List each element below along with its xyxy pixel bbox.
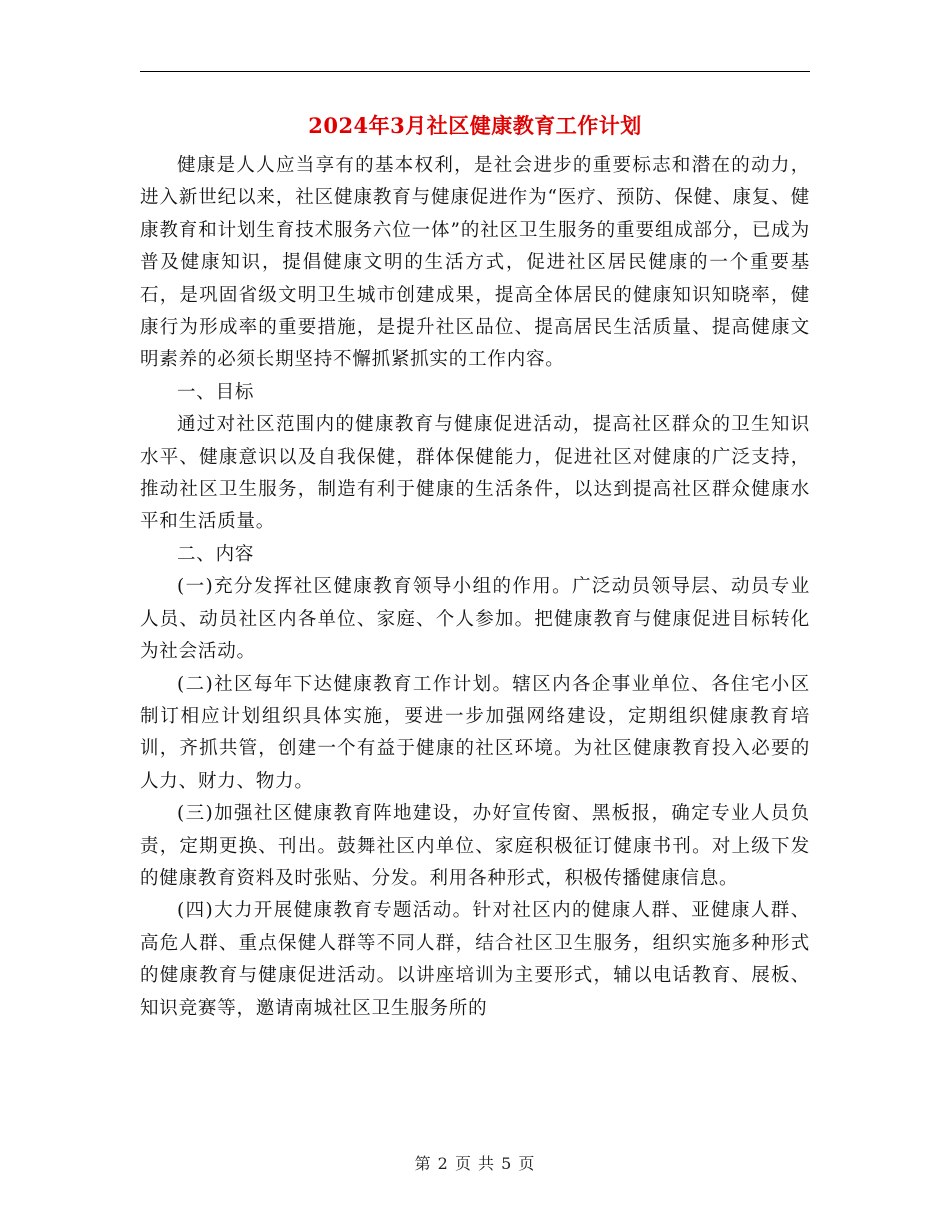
content-item-2: (二)社区每年下达健康教育工作计划。辖区内各企事业单位、各住宅小区制订相应计划组织具体实施，要进一步加强网络建设，定期组织健康教育培训，齐抓共管，创建一个有益于健康的社区环境。为社区健康教育投入必要的人力、财力、物力。 xyxy=(140,673,810,792)
page-number: 第 2 页 共 5 页 xyxy=(414,1154,536,1173)
document-body xyxy=(140,150,810,1025)
section-heading-content: 二、内容 xyxy=(177,543,255,565)
document-title: 2024年3月社区健康教育工作计划 xyxy=(308,113,642,138)
header-rule xyxy=(140,71,810,72)
section-heading-goals: 一、目标 xyxy=(177,381,255,403)
content-item-1: (一)充分发挥社区健康教育领导小组的作用。广泛动员领导层、动员专业人员、动员社区内各单位、家庭、个人参加。把健康教育与健康促进目标转化为社会活动。 xyxy=(140,576,810,663)
intro-paragraph: 健康是人人应当享有的基本权利，是社会进步的重要标志和潜在的动力，进入新世纪以来，社区健康教育与健康促进作为“医疗、预防、保健、康复、健康教育和计划生育技术服务六位一体”的社区卫生服务的重要组成部分，已成为普及健康知识，提倡健康文明的生活方式，促进社区居民健康的一个重要基石，是巩固省级文明卫生城市创建成果，提高全体居民的健康知识知晓率，健康行为形成率的重要措施，是提升社区品位、提高居民生活质量、提高健康文明素养的必须长期坚持不懈抓紧抓实的工作内容。 xyxy=(140,155,810,371)
goals-paragraph: 通过对社区范围内的健康教育与健康促进活动，提高社区群众的卫生知识水平、健康意识以及自我保健，群体保健能力，促进社区对健康的广泛支持，推动社区卫生服务，制造有利于健康的生活条件，以达到提高社区群众健康水平和生活质量。 xyxy=(140,414,810,533)
content-item-3: (三)加强社区健康教育阵地建设，办好宣传窗、黑板报，确定专业人员负责，定期更换、刊出。鼓舞社区内单位、家庭积极征订健康书刊。对上级下发的健康教育资料及时张贴、分发。利用各种形式，积极传播健康信息。 xyxy=(140,803,810,889)
content-item-4: (四)大力开展健康教育专题活动。针对社区内的健康人群、亚健康人群、高危人群、重点保健人群等不同人群，结合社区卫生服务，组织实施多种形式的健康教育与健康促进活动。以讲座培训为主要形式，辅以电话教育、展板、知识竞赛等，邀请南城社区卫生服务所的 xyxy=(140,900,810,1019)
